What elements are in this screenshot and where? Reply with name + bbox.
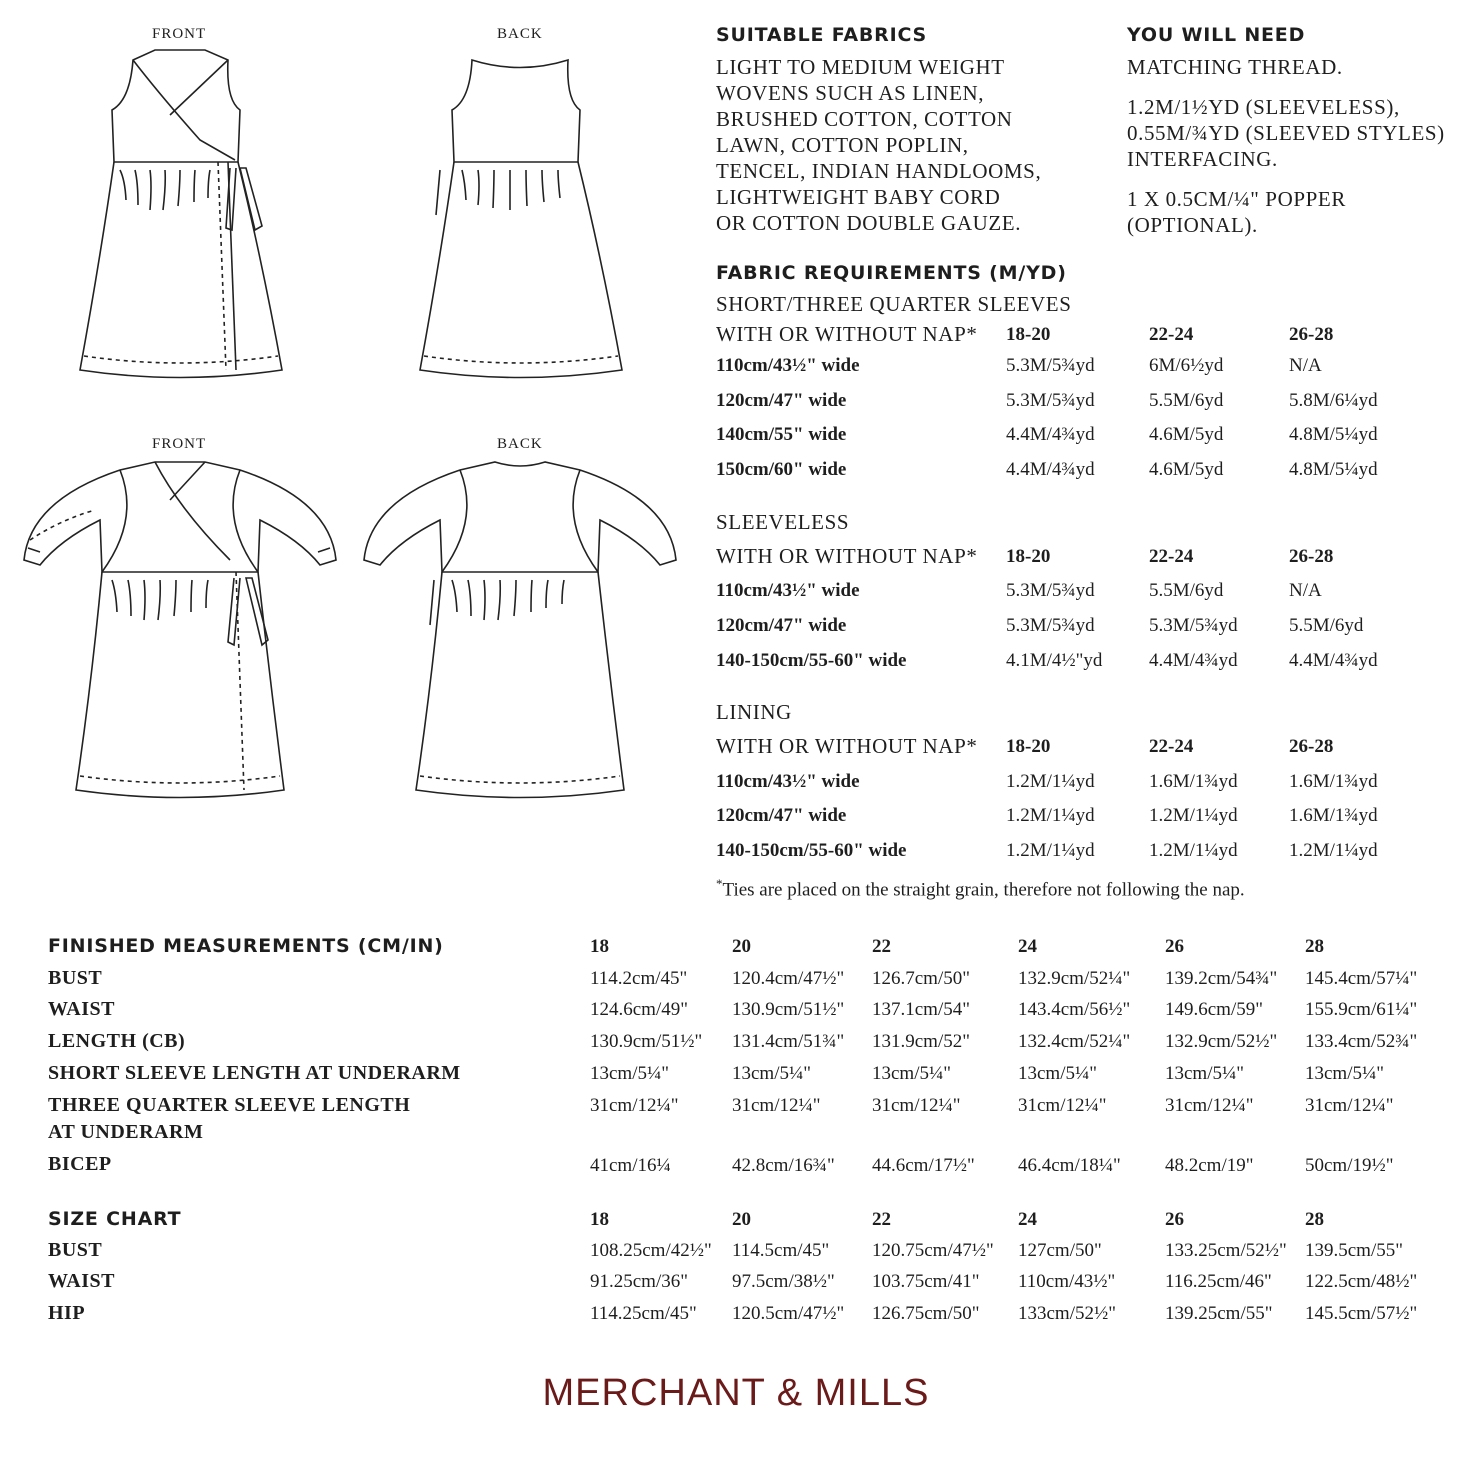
you-will-need-heading: YOU WILL NEED [1127,24,1306,46]
fabric-width-label: 110cm/43½" wide [716,771,860,792]
measurement-value: 13cm/5¼" [1305,1063,1384,1084]
sleeved-back-drawing [364,462,676,798]
size-chart-value: 120.5cm/47½" [732,1303,845,1324]
size-header: 26 [1165,1209,1184,1230]
size-header: 18-20 [1006,546,1051,567]
fabric-value: 1.2M/1¼yd [1006,805,1095,826]
fabric-requirements-heading: FABRIC REQUIREMENTS (M/YD) [716,262,1067,284]
size-header: 22 [872,936,891,957]
fabric-value: 4.6M/5yd [1149,459,1224,480]
measurement-value: 13cm/5¼" [1018,1063,1097,1084]
measurement-value: 13cm/5¼" [1165,1063,1244,1084]
size-header: 20 [732,1209,751,1230]
measurement-value: 44.6cm/17½" [872,1155,975,1176]
measurement-label: THREE QUARTER SLEEVE LENGTH [48,1094,411,1116]
measurement-label: SHORT SLEEVE LENGTH AT UNDERARM [48,1062,461,1084]
measurement-value: 145.4cm/57¼" [1305,968,1418,989]
measurement-value: 132.9cm/52¼" [1018,968,1131,989]
need-thread: MATCHING THREAD. [1127,55,1343,79]
fabric-width-label: 120cm/47" wide [716,805,847,826]
section-title-lining: LINING [716,700,792,724]
measurement-value: 132.4cm/52¼" [1018,1031,1131,1052]
size-header: 26 [1165,936,1184,957]
section-title-sleeves: SHORT/THREE QUARTER SLEEVES [716,292,1072,316]
size-chart-value: 127cm/50" [1018,1240,1102,1261]
size-chart-value: 97.5cm/38½" [732,1271,835,1292]
size-header: 18-20 [1006,324,1051,345]
fabric-value: 4.8M/5¼yd [1289,459,1378,480]
size-chart-heading: SIZE CHART [48,1208,182,1230]
measurement-value: 48.2cm/19" [1165,1155,1254,1176]
footnote-mark: * [716,876,723,891]
fabric-value: 4.8M/5¼yd [1289,424,1378,445]
measurement-value: 131.4cm/51¾" [732,1031,845,1052]
measurement-value: 137.1cm/54" [872,999,970,1020]
need-interfacing-line: 0.55M/¾YD (SLEEVED STYLES) [1127,121,1445,145]
size-header: 22 [872,1209,891,1230]
fabric-value: 5.3M/5¾yd [1006,390,1095,411]
fabric-width-label: 140-150cm/55-60" wide [716,650,907,671]
size-header: 18 [590,1209,609,1230]
size-header: 22-24 [1149,736,1194,757]
size-chart-value: 114.25cm/45" [590,1303,697,1324]
fabric-value: N/A [1289,580,1322,601]
size-chart-label: WAIST [48,1270,115,1292]
measurement-label: LENGTH (CB) [48,1030,186,1052]
size-chart-value: 91.25cm/36" [590,1271,688,1292]
measurement-label-continued: AT UNDERARM [48,1121,204,1143]
fabric-line: OR COTTON DOUBLE GAUZE. [716,211,1022,235]
size-chart-value: 133.25cm/52½" [1165,1240,1287,1261]
need-popper-line: 1 X 0.5CM/¼" POPPER [1127,187,1346,211]
fabric-value: 1.2M/1¼yd [1149,805,1238,826]
sleeveless-back-drawing [420,60,622,378]
fabric-line: BRUSHED COTTON, COTTON [716,107,1013,131]
fabric-line: LIGHT TO MEDIUM WEIGHT [716,55,1005,79]
measurement-value: 41cm/16¼ [590,1155,671,1176]
measurement-value: 126.7cm/50" [872,968,970,989]
need-interfacing-line: 1.2M/1½YD (SLEEVELESS), [1127,95,1400,119]
measurement-value: 143.4cm/56½" [1018,999,1131,1020]
size-header: 18-20 [1006,736,1051,757]
you-will-need-list [1127,54,1467,238]
fabric-line: LIGHTWEIGHT BABY CORD [716,185,1001,209]
need-interfacing-line: INTERFACING. [1127,147,1278,171]
fabric-width-label: 150cm/60" wide [716,459,847,480]
measurement-value: 31cm/12¼" [1018,1095,1107,1116]
measurement-value: 13cm/5¼" [872,1063,951,1084]
size-header: 26-28 [1289,324,1334,345]
front-view-label-bottom: FRONT [152,436,207,452]
size-chart-value: 145.5cm/57½" [1305,1303,1418,1324]
size-header: 28 [1305,936,1324,957]
fabric-value: 4.4M/4¾yd [1149,650,1238,671]
fabric-value: 5.5M/6yd [1289,615,1364,636]
nap-note: WITH OR WITHOUT NAP* [716,734,978,758]
fabric-width-label: 140cm/55" wide [716,424,847,445]
size-chart-label: BUST [48,1239,103,1261]
fabric-width-label: 120cm/47" wide [716,390,847,411]
fabric-width-label: 110cm/43½" wide [716,580,860,601]
suitable-fabrics-heading: SUITABLE FABRICS [716,24,928,46]
front-view-label-top: FRONT [152,26,207,42]
size-header: 20 [732,936,751,957]
measurement-value: 42.8cm/16¾" [732,1155,835,1176]
fabric-value: 4.4M/4¾yd [1289,650,1378,671]
size-chart-value: 133cm/52½" [1018,1303,1116,1324]
size-header: 22-24 [1149,546,1194,567]
fabric-value: 5.3M/5¾yd [1006,355,1095,376]
measurement-value: 133.4cm/52¾" [1305,1031,1418,1052]
size-header: 24 [1018,936,1037,957]
fabric-value: 6M/6½yd [1149,355,1224,376]
measurement-value: 130.9cm/51½" [590,1031,703,1052]
fabric-line: TENCEL, INDIAN HANDLOOMS, [716,159,1042,183]
fabric-value: 5.5M/6yd [1149,390,1224,411]
brand-wordmark: MERCHANT & MILLS [542,1372,930,1414]
fabric-value: 4.6M/5yd [1149,424,1224,445]
size-chart-value: 122.5cm/48½" [1305,1271,1418,1292]
measurement-value: 114.2cm/45" [590,968,688,989]
sleeveless-front-drawing [80,50,282,378]
measurement-value: 13cm/5¼" [590,1063,669,1084]
measurement-value: 124.6cm/49" [590,999,688,1020]
size-header: 26-28 [1289,736,1334,757]
size-header: 18 [590,936,609,957]
need-popper-line: (OPTIONAL). [1127,213,1258,237]
measurement-value: 13cm/5¼" [732,1063,811,1084]
fabric-value: 1.6M/1¾yd [1289,805,1378,826]
fabric-value: 1.2M/1¼yd [1289,840,1378,861]
fabric-value: 5.3M/5¾yd [1006,580,1095,601]
size-chart-label: HIP [48,1302,86,1324]
fabric-line: LAWN, COTTON POPLIN, [716,133,969,157]
fabric-width-label: 110cm/43½" wide [716,355,860,376]
measurement-value: 132.9cm/52½" [1165,1031,1278,1052]
size-chart-value: 114.5cm/45" [732,1240,830,1261]
back-view-label-bottom: BACK [497,436,543,452]
nap-note: WITH OR WITHOUT NAP* [716,322,978,346]
fabric-value: 1.6M/1¾yd [1289,771,1378,792]
garment-illustrations [0,0,700,820]
back-view-label-top: BACK [497,26,543,42]
measurement-value: 31cm/12¼" [872,1095,961,1116]
fabric-value: 5.8M/6¼yd [1289,390,1378,411]
measurement-label: BUST [48,967,103,989]
size-chart-value: 110cm/43½" [1018,1271,1116,1292]
measurement-value: 50cm/19½" [1305,1155,1394,1176]
size-chart-value: 139.25cm/55" [1165,1303,1273,1324]
nap-footnote [716,876,1245,901]
section-title-sleeveless: SLEEVELESS [716,510,850,534]
measurement-value: 31cm/12¼" [732,1095,821,1116]
fabric-value: 4.4M/4¾yd [1006,459,1095,480]
size-chart-value: 108.25cm/42½" [590,1240,712,1261]
fabric-value: 5.5M/6yd [1149,580,1224,601]
measurement-value: 139.2cm/54¾" [1165,968,1278,989]
measurement-value: 46.4cm/18¼" [1018,1155,1121,1176]
fabric-line: WOVENS SUCH AS LINEN, [716,81,985,105]
fabric-value: 1.2M/1¼yd [1149,840,1238,861]
size-header: 28 [1305,1209,1324,1230]
sleeved-front-drawing [24,462,336,798]
finished-measurements-heading: FINISHED MEASUREMENTS (CM/IN) [48,935,444,957]
size-header: 26-28 [1289,546,1334,567]
measurement-value: 155.9cm/61¼" [1305,999,1418,1020]
fabric-value: 1.2M/1¼yd [1006,771,1095,792]
size-chart-value: 139.5cm/55" [1305,1240,1403,1261]
fabric-width-label: 140-150cm/55-60" wide [716,840,907,861]
measurement-value: 149.6cm/59" [1165,999,1263,1020]
measurement-value: 130.9cm/51½" [732,999,845,1020]
size-chart-value: 116.25cm/46" [1165,1271,1272,1292]
size-header: 24 [1018,1209,1037,1230]
fabric-value: N/A [1289,355,1322,376]
measurement-value: 131.9cm/52" [872,1031,970,1052]
fabric-value: 5.3M/5¾yd [1149,615,1238,636]
nap-note: WITH OR WITHOUT NAP* [716,544,978,568]
fabric-value: 5.3M/5¾yd [1006,615,1095,636]
size-chart-value: 103.75cm/41" [872,1271,980,1292]
measurement-value: 31cm/12¼" [1165,1095,1254,1116]
footnote-text: Ties are placed on the straight grain, therefore not following the nap. [722,879,1245,901]
measurement-value: 31cm/12¼" [1305,1095,1394,1116]
measurement-label: WAIST [48,998,115,1020]
fabric-value: 1.2M/1¼yd [1006,840,1095,861]
measurement-value: 31cm/12¼" [590,1095,679,1116]
fabric-width-label: 120cm/47" wide [716,615,847,636]
fabric-value: 4.4M/4¾yd [1006,424,1095,445]
fabric-value: 4.1M/4½"yd [1006,650,1103,671]
size-header: 22-24 [1149,324,1194,345]
suitable-fabrics-list [716,54,1116,236]
measurement-value: 120.4cm/47½" [732,968,845,989]
size-chart-value: 120.75cm/47½" [872,1240,994,1261]
size-chart-value: 126.75cm/50" [872,1303,980,1324]
fabric-value: 1.6M/1¾yd [1149,771,1238,792]
measurement-label: BICEP [48,1153,112,1175]
